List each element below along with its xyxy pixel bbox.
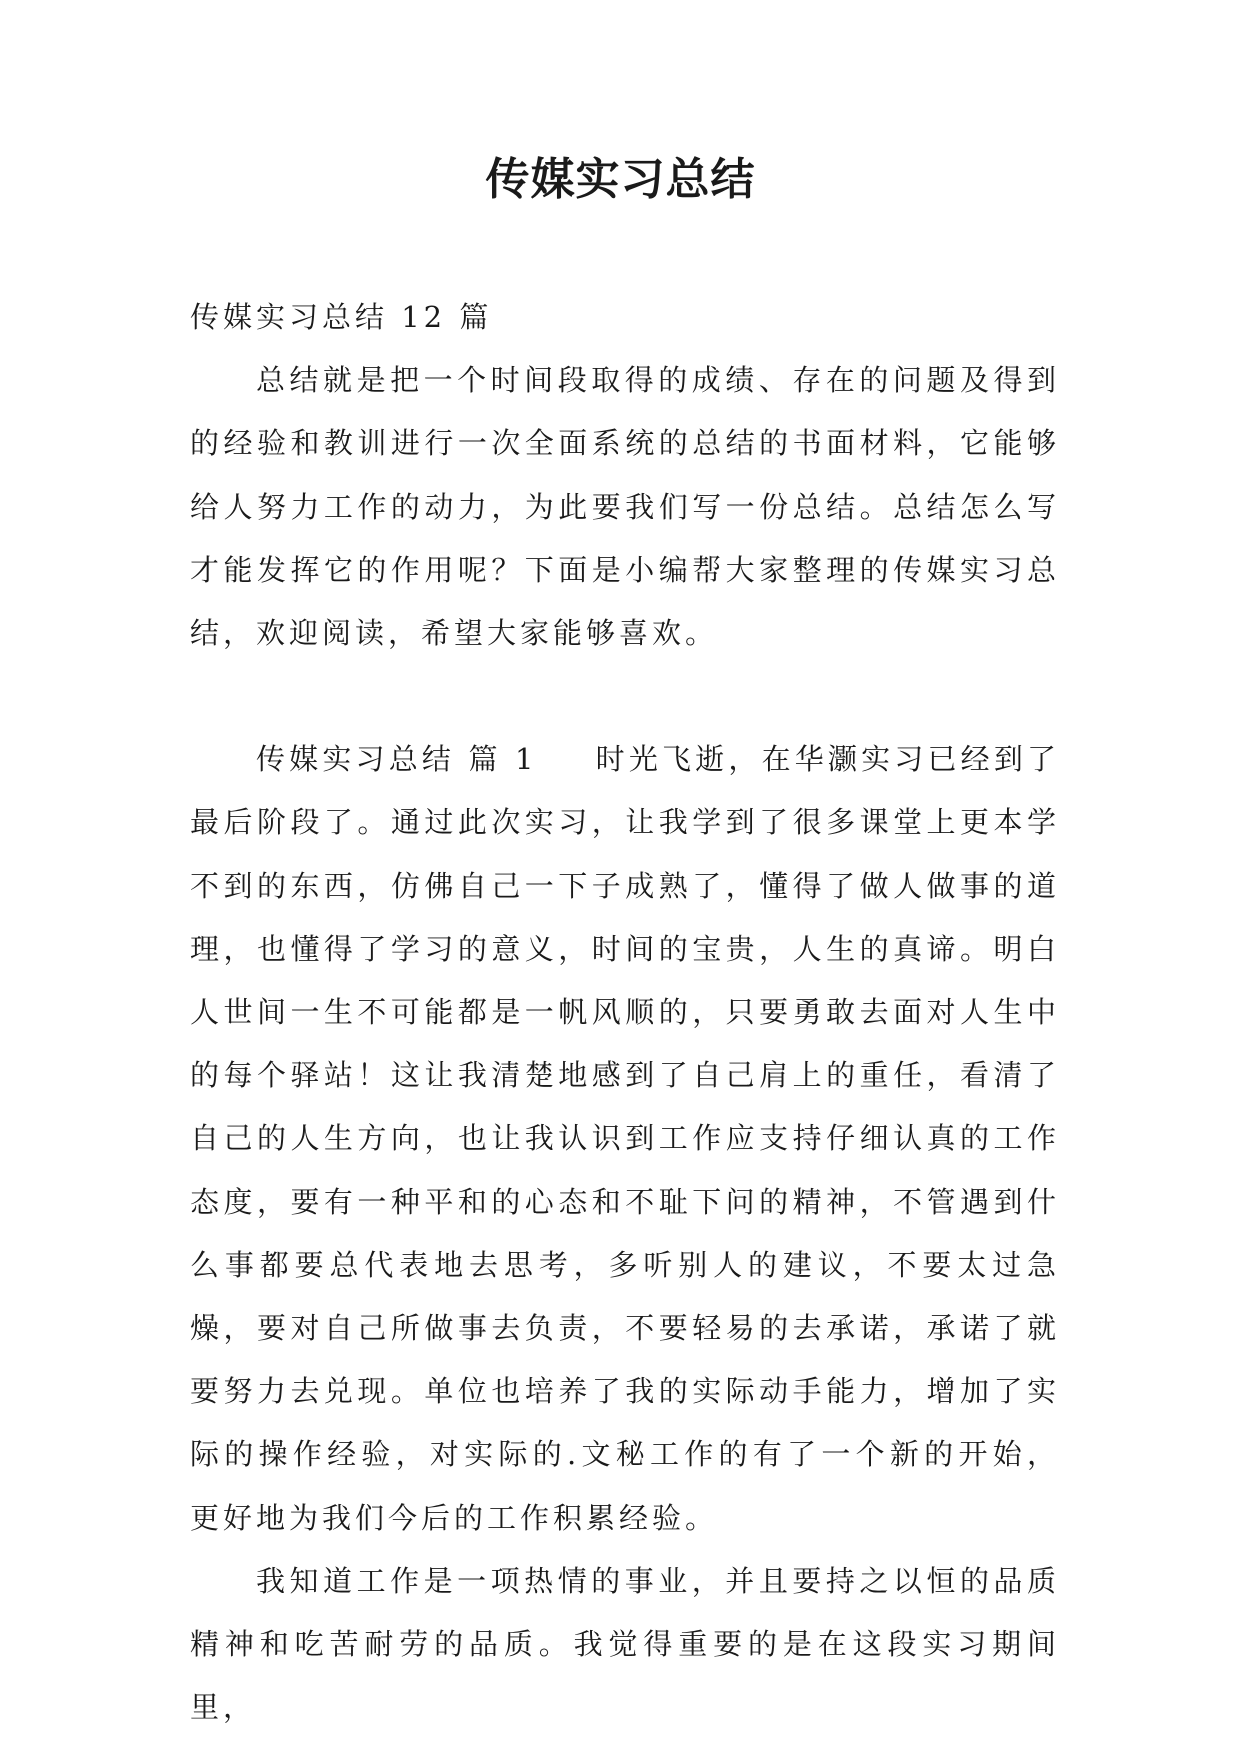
paragraph-spacer [190, 665, 1060, 728]
intro-paragraph: 总结就是把一个时间段取得的成绩、存在的问题及得到的经验和教训进行一次全面系统的总结的书面材料，它能够给人努力工作的动力，为此要我们写一份总结。总结怎么写才能发挥它的作用呢？下面是小编帮大家整理的传媒实习总结，欢迎阅读，希望大家能够喜欢。 [190, 363, 1060, 651]
section-1-heading: 传媒实习总结 篇 1 [256, 742, 538, 777]
document-subtitle: 传媒实习总结 12 篇 [190, 300, 493, 334]
document-body [190, 286, 1060, 1739]
section-1-paragraph [190, 728, 1060, 1550]
paragraph-2: 我知道工作是一项热情的事业，并且要持之以恒的品质精神和吃苦耐劳的品质。我觉得重要的是在这段实习期间里， [190, 1563, 1060, 1725]
document-title: 传媒实习总结 [485, 154, 756, 205]
section-1-text: 时光飞逝，在华灏实习已经到了最后阶段了。通过此次实习，让我学到了很多课堂上更本学不到的东西，仿佛自己一下子成熟了，懂得了做人做事的道理，也懂得了学习的意义，时间的宝贵，人生的真谛。明白人世间一生不可能都是一帆风顺的，只要勇敢去面对人生中的每个驿站！这让我清楚地感到了自己肩上的重任，看清了自己的人生方向，也让我认识到工作应支持仔细认真的工作态度，要有一种平和的心态和不耻下问的精神，不管遇到什么事都要总代表地去思考，多听别人的建议，不要太过急燥，要对自己所做事去负责，不要轻易的去承诺，承诺了就要努力去兑现。单位也培养了我的实际动手能力，增加了实际的操作经验，对实际的.文秘工作的有了一个新的开始，更好地为我们今后的工作积累经验。 [190, 742, 1060, 1535]
